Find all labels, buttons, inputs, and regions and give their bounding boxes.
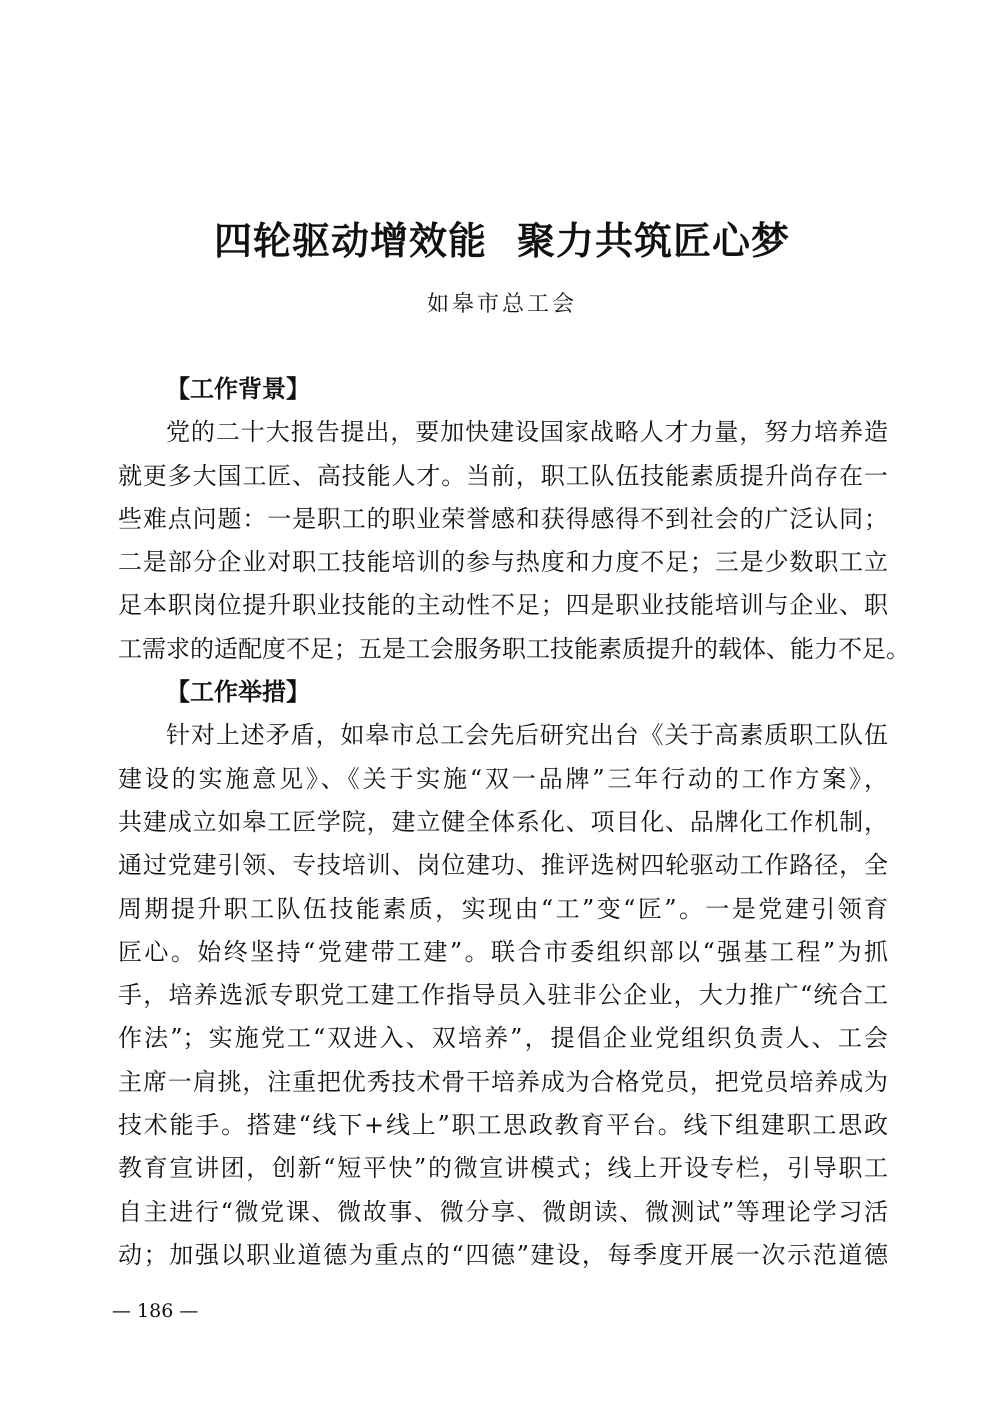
paragraph-line: 针对上述矛盾，如皋市总工会先后研究出台《关于高素质职工队伍 xyxy=(166,721,888,750)
section-heading-background: 【工作背景】 xyxy=(166,375,310,403)
paragraph-line: 动；加强以职业道德为重点的“四德”建设，每季度开展一次示范道德 xyxy=(118,1240,888,1269)
title-part-1: 四轮驱动增效能 xyxy=(213,218,487,263)
paragraph-line: 教育宣讲团，创新“短平快”的微宣讲模式；线上开设专栏，引导职工 xyxy=(118,1154,888,1183)
paragraph-line: 共建成立如皋工匠学院，建立健全体系化、项目化、品牌化工作机制， xyxy=(118,807,888,836)
paragraph-line: 手，培养选派专职党工建工作指导员入驻非公企业，大力推广“统合工 xyxy=(118,981,888,1010)
paragraph-line: 自主进行“微党课、微故事、微分享、微朗读、微测试”等理论学习活 xyxy=(118,1197,888,1226)
paragraph-line: 些难点问题：一是职工的职业荣誉感和获得感得不到社会的广泛认同； xyxy=(118,504,888,533)
paragraph-line: 工需求的适配度不足；五是工会服务职工技能素质提升的载体、能力不足。 xyxy=(118,634,910,663)
paragraph-line: 就更多大国工匠、高技能人才。当前，职工队伍技能素质提升尚存在一 xyxy=(118,461,888,490)
paragraph-line: 技术能手。搭建“线下+线上”职工思政教育平台。线下组建职工思政 xyxy=(118,1111,888,1140)
document-body xyxy=(118,368,910,1277)
document-title xyxy=(0,210,1004,265)
paragraph-line: 周期提升职工队伍技能素质，实现由“工”变“匠”。一是党建引领育 xyxy=(118,894,888,923)
section-heading-measures: 【工作举措】 xyxy=(166,678,310,707)
paragraph-line: 二是部分企业对职工技能培训的参与热度和力度不足；三是少数职工立 xyxy=(118,548,888,577)
paragraph-line: 党的二十大报告提出，要加快建设国家战略人才力量，努力培养造 xyxy=(166,418,888,447)
paragraph-line: 匠心。始终坚持“党建带工建”。联合市委组织部以“强基工程”为抓 xyxy=(118,937,888,966)
paragraph-line: 主席一肩挑，注重把优秀技术骨干培养成为合格党员，把党员培养成为 xyxy=(118,1067,888,1096)
paragraph-line: 足本职岗位提升职业技能的主动性不足；四是职业技能培训与企业、职 xyxy=(118,591,888,620)
paragraph-line: 作法”；实施党工“双进入、双培养”，提倡企业党组织负责人、工会 xyxy=(118,1024,888,1053)
author-line: 如皋市总工会 xyxy=(426,292,577,317)
paragraph-line: 通过党建引领、专技培训、岗位建功、推评选树四轮驱动工作路径，全 xyxy=(118,851,888,880)
paragraph-line: 建设的实施意见》、《关于实施“双一品牌”三年行动的工作方案》， xyxy=(118,764,888,793)
page-number: — 186 — xyxy=(112,1300,199,1322)
title-part-2: 聚力共筑匠心梦 xyxy=(517,218,791,263)
